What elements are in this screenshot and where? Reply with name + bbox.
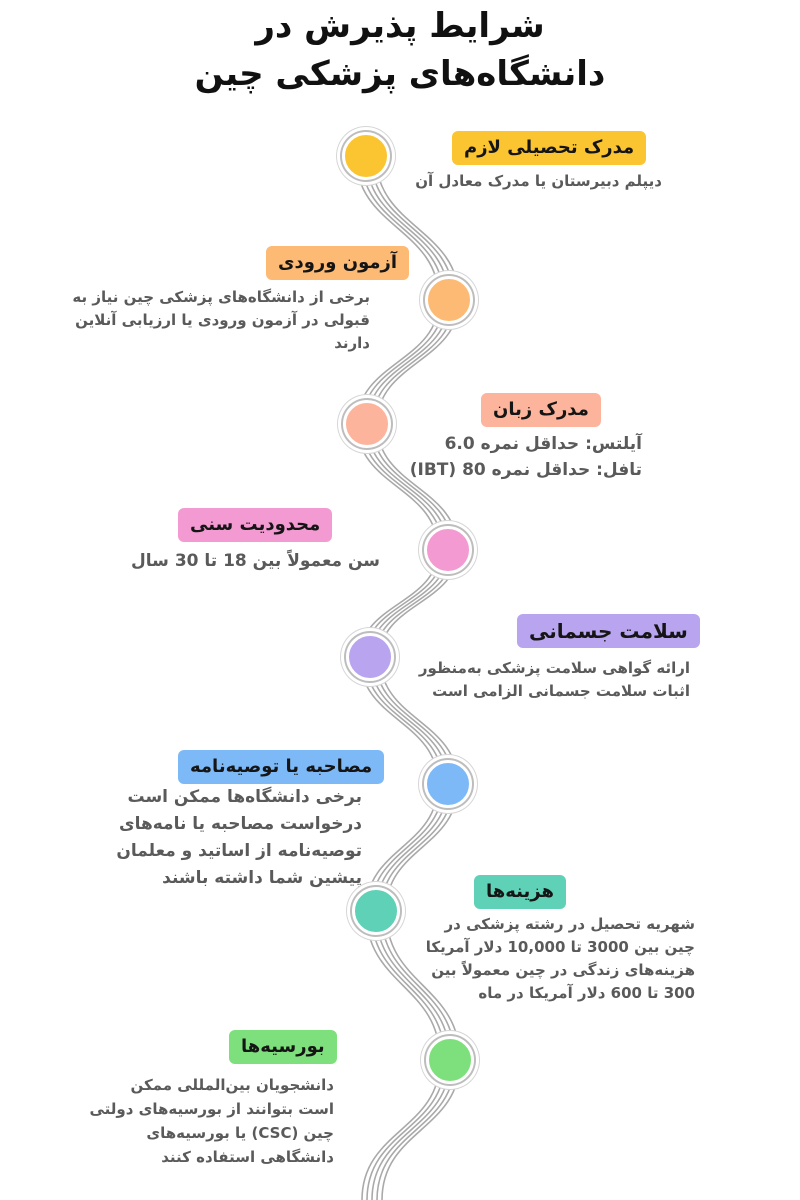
step-8-badge: بورسیه‌ها <box>229 1030 337 1064</box>
step-4-description <box>131 548 380 574</box>
step-1-badge: مدرک تحصیلی لازم <box>452 131 646 165</box>
step-5-description <box>419 657 690 703</box>
step-8-line-4: دانشگاهی استفاده کنند <box>161 1148 334 1166</box>
step-7-line-2: چین بین 3000 تا 10,000 دلار آمریکا <box>425 938 695 956</box>
step-6-description <box>116 784 362 892</box>
step-1-description <box>415 170 662 193</box>
step-7-line-3: هزینه‌های زندگی در چین معمولاً بین <box>431 961 695 979</box>
step-7-dot <box>352 887 400 935</box>
step-8-dot <box>426 1036 474 1084</box>
step-5-badge: سلامت جسمانی <box>517 614 700 648</box>
step-6-line-2: درخواست مصاحبه یا نامه‌های <box>119 814 362 834</box>
step-7-badge: هزینه‌ها <box>474 875 566 909</box>
step-1-dot <box>342 132 390 180</box>
step-6-line-1: برخی دانشگاه‌ها ممکن است <box>127 787 362 807</box>
step-8-description <box>89 1073 334 1169</box>
step-8-line-2: است بتوانند از بورسیه‌های دولتی <box>89 1100 334 1118</box>
step-6-line-4: پیشین شما داشته باشند <box>162 868 362 888</box>
step-7-description <box>426 913 695 1005</box>
step-3-line-1: آیلتس: حداقل نمره 6.0 <box>444 434 642 454</box>
step-4-dot <box>424 526 472 574</box>
step-3-badge: مدرک زبان <box>481 393 601 427</box>
step-2-line-3: دارند <box>334 334 370 352</box>
step-6-line-3: توصیه‌نامه از اساتید و معلمان <box>116 841 362 861</box>
page-title-line-1: شرایط پذیرش در <box>255 6 545 46</box>
step-1-line-1: دیپلم دبیرستان یا مدرک معادل آن <box>415 172 662 190</box>
step-4-badge: محدودیت سنی <box>178 508 332 542</box>
step-3-dot <box>343 400 391 448</box>
step-2-description <box>72 286 370 355</box>
step-3-description <box>410 431 642 483</box>
step-2-line-2: قبولی در آزمون ورودی یا ارزیابی آنلاین <box>75 311 370 329</box>
page-title-line-2: دانشگاه‌های پزشکی چین <box>194 54 606 94</box>
step-8-line-1: دانشجویان بین‌المللی ممکن <box>130 1076 334 1094</box>
step-2-dot <box>425 276 473 324</box>
step-7-line-4: 300 تا 600 دلار آمریکا در ماه <box>478 984 695 1002</box>
step-2-badge: آزمون ورودی <box>266 246 409 280</box>
step-8-line-3: چین (CSC) یا بورسیه‌های <box>146 1124 334 1142</box>
step-6-dot <box>424 760 472 808</box>
step-5-line-2: اثبات سلامت جسمانی الزامی است <box>432 682 690 700</box>
step-3-line-2: تافل: حداقل نمره 80 (IBT) <box>409 460 642 480</box>
step-2-line-1: برخی از دانشگاه‌های پزشکی چین نیاز به <box>72 288 370 306</box>
step-5-line-1: ارائه گواهی سلامت پزشکی به‌منظور <box>418 659 690 677</box>
step-5-dot <box>346 633 394 681</box>
step-7-line-1: شهریه تحصیل در رشته پزشکی در <box>444 915 695 933</box>
step-4-line-1: سن معمولاً بین 18 تا 30 سال <box>131 551 380 571</box>
step-6-badge: مصاحبه یا توصیه‌نامه <box>178 750 384 784</box>
